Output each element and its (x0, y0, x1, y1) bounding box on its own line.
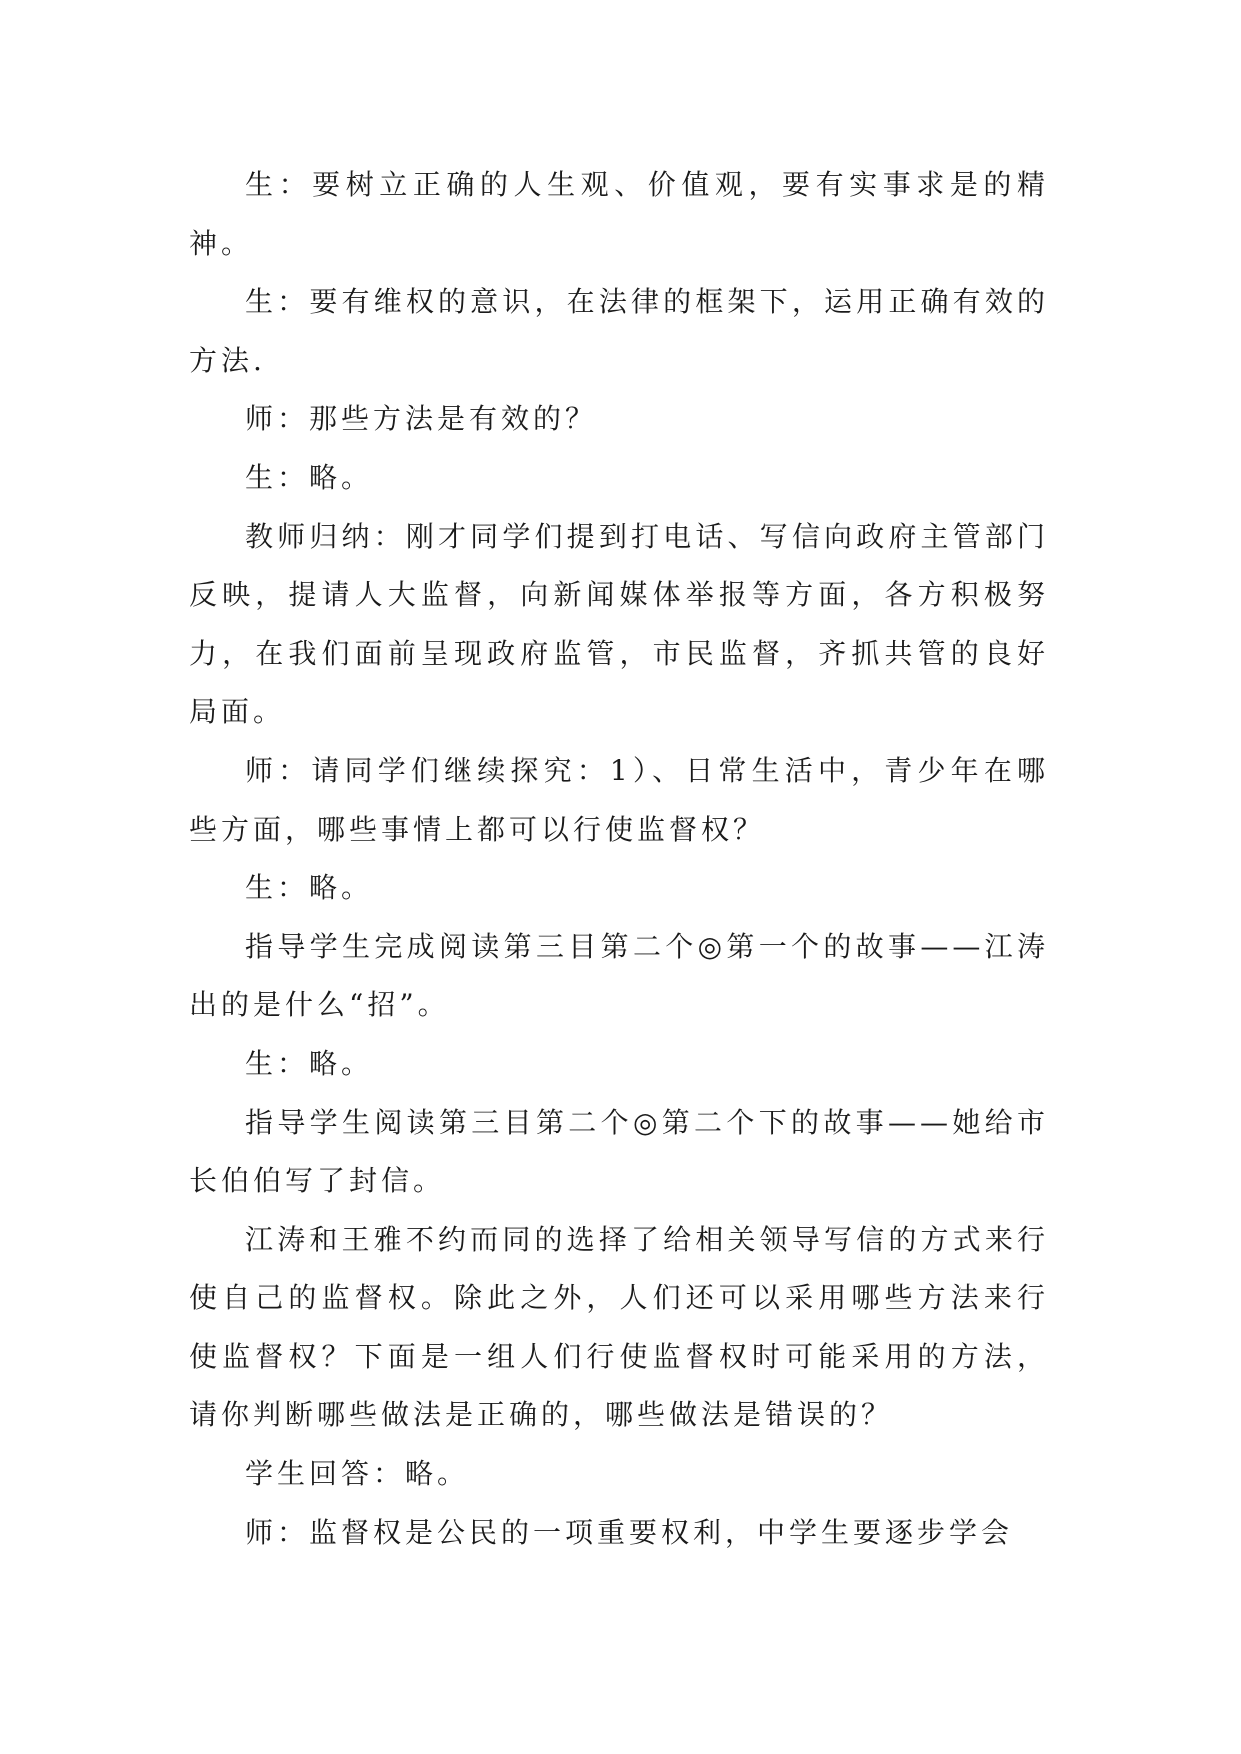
paragraph-supervision-methods: 江涛和王雅不约而同的选择了给相关领导写信的方式来行使自己的监督权。除此之外，人们还可以采用哪些方法来行使监督权？下面是一组人们行使监督权时可能采用的方法，请你判断哪些做法是正确的，哪些做法是错误的？ (189, 1222, 1049, 1432)
paragraph-student-omitted: 生：略。 (245, 871, 374, 905)
paragraph-student-omitted: 生：略。 (245, 460, 374, 494)
paragraph-teacher-conclusion: 师：监督权是公民的一项重要权利，中学生要逐步学会 (245, 1515, 1014, 1549)
paragraph-student-omitted: 生：略。 (245, 1046, 374, 1080)
paragraph-student-rights-awareness: 生：要有维权的意识，在法律的框架下，运用正确有效的方法. (189, 285, 1049, 377)
paragraph-reading-guide-2: 指导学生阅读第三目第二个◎第二个下的故事——她给市长伯伯写了封信。 (189, 1105, 1049, 1198)
paragraph-student-answer: 学生回答：略。 (245, 1457, 470, 1491)
document-body (189, 156, 1062, 1562)
paragraph-teacher-question: 师：那些方法是有效的？ (245, 402, 598, 436)
paragraph-teacher-inquiry: 师：请同学们继续探究：1）、日常生活中，青少年在哪些方面，哪些事情上都可以行使监督权？ (189, 753, 1049, 846)
paragraph-student-worldview: 生：要树立正确的人生观、价值观，要有实事求是的精神。 (189, 168, 1049, 260)
paragraph-teacher-summary: 教师归纳：刚才同学们提到打电话、写信向政府主管部门反映，提请人大监督，向新闻媒体举报等方面，各方积极努力，在我们面前呈现政府监管，市民监督，齐抓共管的良好 局面。 (189, 519, 1062, 729)
paragraph-reading-guide-1: 指导学生完成阅读第三目第二个◎第一个的故事——江涛出的是什么“招”。 (189, 929, 1049, 1022)
